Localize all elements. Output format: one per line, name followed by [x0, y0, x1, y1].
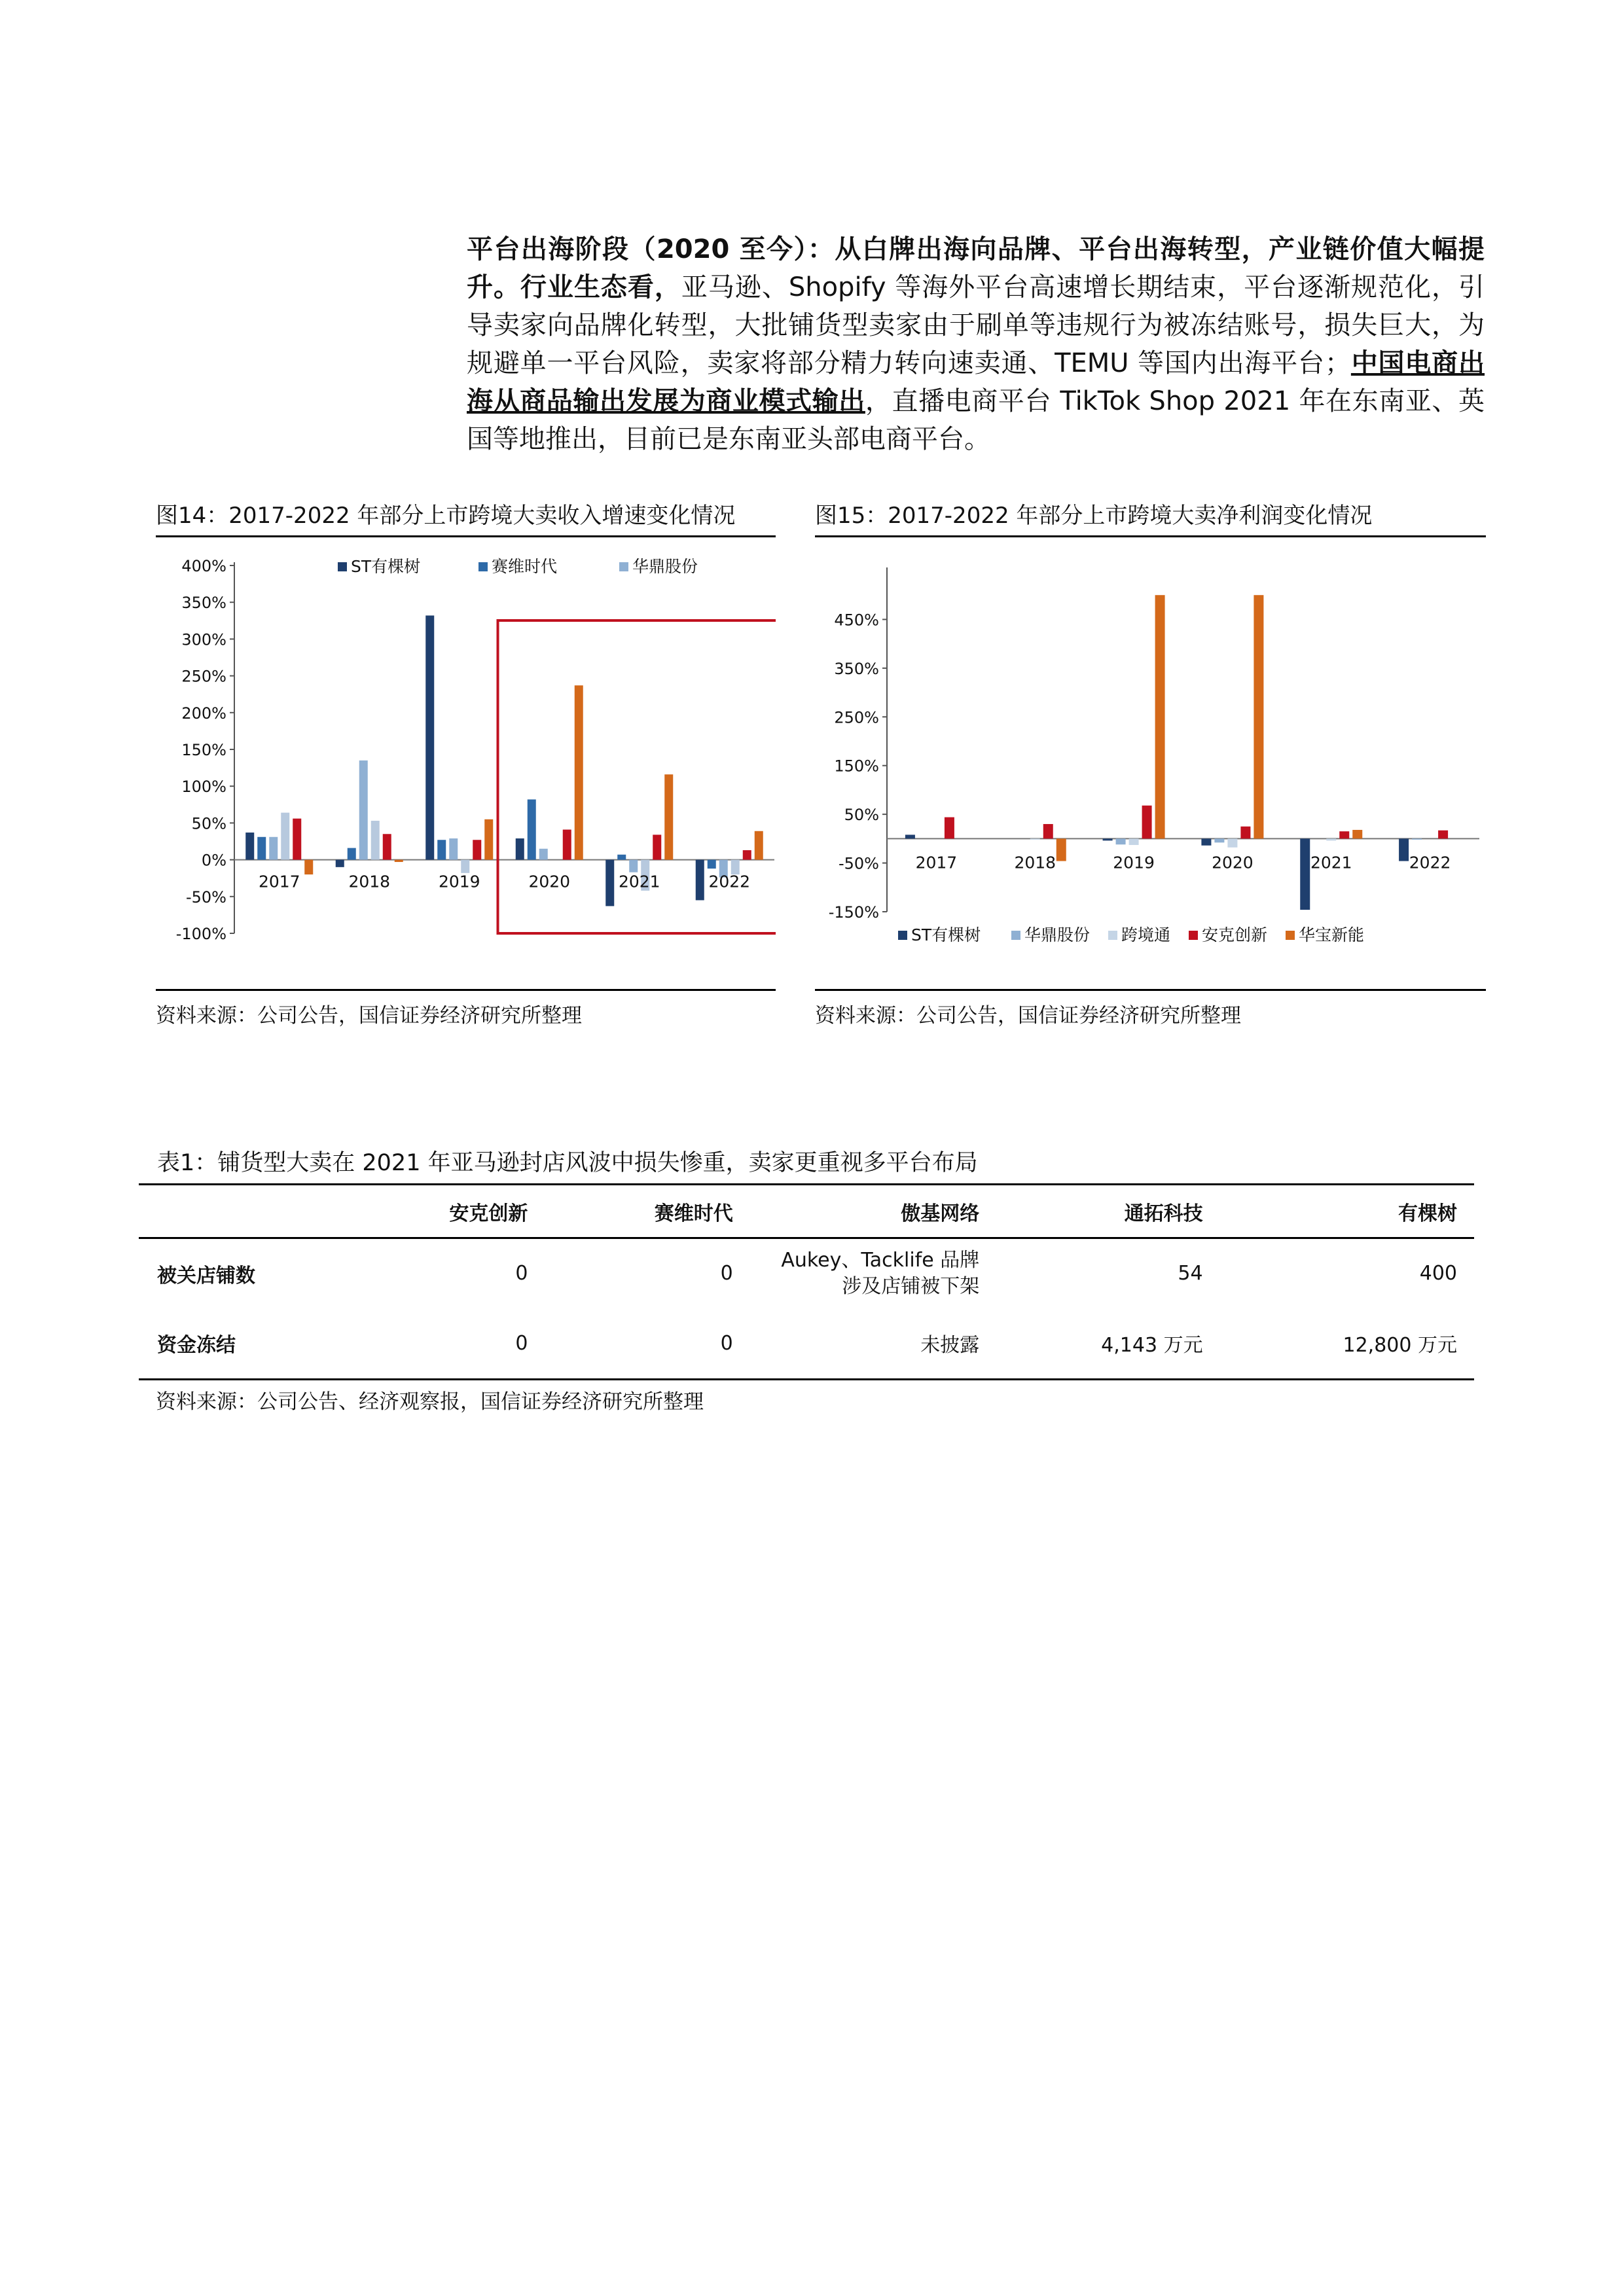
- fig15-title: 图15：2017-2022 年部分上市跨境大卖净利润变化情况: [815, 503, 1373, 529]
- table-cell: [750, 1238, 996, 1308]
- x-tick-label: 2019: [1113, 853, 1155, 872]
- table-row-label: 资金冻结: [157, 1334, 236, 1357]
- legend-swatch: [1189, 931, 1198, 940]
- y-tick-label: 350%: [834, 659, 879, 678]
- fig14-top-rule: [156, 535, 776, 537]
- table-header-cell: 有棵树: [1398, 1202, 1457, 1225]
- table-cell: 未披露: [920, 1334, 980, 1357]
- bar: [336, 860, 344, 867]
- bar: [743, 850, 751, 860]
- y-tick-label: 0%: [201, 851, 226, 870]
- table1: [139, 1186, 1474, 1380]
- table-cell-text: Aukey、Tacklife 品牌 涉及店铺被下架: [781, 1248, 980, 1298]
- bar: [1030, 838, 1040, 839]
- legend-swatch: [338, 562, 347, 571]
- table-header-cell: 通拓科技: [1124, 1202, 1203, 1225]
- bar: [1214, 838, 1224, 842]
- y-tick-label: 50%: [191, 814, 226, 833]
- bar: [539, 849, 548, 860]
- bar: [437, 840, 446, 859]
- bar: [1129, 838, 1139, 845]
- table-cell: 12,800 万元: [1343, 1334, 1457, 1357]
- legend-label: 跨境通: [1121, 925, 1171, 944]
- y-tick-label: 250%: [181, 667, 226, 686]
- para-underline: 中国电商出海从商品输出发展为商业模式输出: [467, 348, 1485, 416]
- table-cell: 0: [720, 1262, 733, 1285]
- y-tick-label: 250%: [834, 708, 879, 727]
- fig15-top-rule: [815, 535, 1486, 537]
- bar: [348, 848, 356, 860]
- y-tick-label: 350%: [181, 594, 226, 613]
- bar: [1056, 838, 1066, 861]
- legend-swatch: [898, 931, 907, 940]
- legend-swatch: [1011, 931, 1020, 940]
- x-tick-label: 2020: [1212, 853, 1254, 872]
- y-tick-label: -50%: [185, 888, 226, 906]
- y-tick-label: 450%: [834, 611, 879, 630]
- y-tick-label: 50%: [844, 806, 879, 825]
- bar: [484, 819, 493, 860]
- y-tick-label: -100%: [175, 925, 226, 943]
- legend-swatch: [1286, 931, 1295, 940]
- x-tick-label: 2022: [1409, 853, 1451, 872]
- legend-label: 华鼎股份: [1024, 925, 1091, 944]
- legend-label: ST有棵树: [911, 925, 981, 944]
- y-tick-label: 150%: [181, 741, 226, 759]
- bar: [473, 840, 481, 859]
- y-tick-label: 400%: [181, 557, 226, 575]
- legend-label: 赛维时代: [492, 557, 558, 576]
- bar: [1254, 595, 1263, 838]
- fig14-bottom-rule: [156, 989, 776, 991]
- fig14-source: 资料来源：公司公告，国信证券经济研究所整理: [156, 1004, 582, 1028]
- x-tick-label: 2020: [528, 872, 571, 891]
- table-header-row: [139, 1186, 1474, 1238]
- table-header-cell: 安克创新: [449, 1202, 528, 1225]
- x-tick-label: 2018: [1014, 853, 1056, 872]
- y-tick-label: 100%: [181, 778, 226, 797]
- fig15-source: 资料来源：公司公告，国信证券经济研究所整理: [815, 1004, 1241, 1028]
- x-tick-label: 2022: [708, 872, 751, 891]
- bar: [383, 834, 391, 859]
- bar: [1339, 831, 1349, 838]
- bar: [629, 860, 638, 872]
- bar: [1438, 831, 1448, 839]
- legend-label: 华宝新能: [1299, 925, 1365, 944]
- bar: [371, 821, 380, 860]
- table-row: [139, 1308, 1474, 1380]
- bar: [1412, 838, 1422, 839]
- x-tick-label: 2017: [915, 853, 958, 872]
- x-tick-label: 2021: [618, 872, 660, 891]
- bar: [696, 860, 704, 901]
- table-header-cell: [139, 1186, 355, 1238]
- table-header-cell: 傲基网络: [901, 1202, 980, 1225]
- bar: [449, 838, 458, 860]
- bar: [304, 860, 313, 874]
- bar: [617, 855, 626, 860]
- bar: [708, 860, 716, 869]
- legend-swatch: [619, 562, 628, 571]
- bar: [461, 860, 469, 873]
- bar: [395, 860, 403, 862]
- x-tick-label: 2021: [1310, 853, 1352, 872]
- fig15-bottom-rule: [815, 989, 1486, 991]
- bar: [755, 831, 763, 860]
- fig14-chart: [156, 541, 776, 979]
- legend-swatch: [1108, 931, 1117, 940]
- table-row-label: 被关店铺数: [157, 1264, 255, 1287]
- bar: [664, 774, 673, 859]
- bar: [563, 830, 571, 860]
- bar: [1227, 838, 1237, 847]
- para-bold-lead: 平台出海阶段（2020 至今）：从白牌出海向品牌、平台出海转型，产业链价值大幅提升。行业生态看，: [467, 234, 1485, 302]
- table-row: [139, 1238, 1474, 1308]
- bar: [245, 833, 254, 860]
- bar: [1155, 595, 1165, 838]
- intro-paragraph: [467, 230, 1485, 458]
- legend-label: 安克创新: [1202, 925, 1268, 944]
- bar: [425, 615, 434, 859]
- x-tick-label: 2017: [258, 872, 300, 891]
- bar: [1142, 806, 1152, 839]
- para-tail: ，直播电商平台 TikTok Shop 2021 年在东南亚、英国等地推出，目前已是东南亚头部电商平台。: [467, 386, 1485, 454]
- bar: [575, 685, 583, 859]
- bar: [653, 834, 661, 859]
- legend-label: 华鼎股份: [632, 557, 698, 576]
- table1-top-rule: [139, 1183, 1474, 1185]
- bar: [1352, 830, 1362, 838]
- bar: [1043, 824, 1053, 838]
- bar: [1399, 838, 1409, 861]
- bar: [281, 813, 289, 860]
- y-tick-label: -150%: [828, 903, 879, 922]
- bar: [269, 837, 278, 860]
- bar: [528, 799, 536, 859]
- table-cell: 0: [515, 1331, 528, 1355]
- bar: [605, 860, 614, 906]
- para-body: 亚马逊、Shopify 等海外平台高速增长期结束，平台逐渐规范化，引导卖家向品牌化转型，大批铺货型卖家由于刷单等违规行为被冻结账号，损失巨大，为规避单一平台风险，卖家将部分精力转向速卖通、TEMU 等国内出海平台；: [467, 272, 1485, 378]
- table1-title: 表1：铺货型大卖在 2021 年亚马逊封店风波中损失惨重，卖家更重视多平台布局: [157, 1150, 978, 1176]
- table1-source: 资料来源：公司公告、经济观察报，国信证券经济研究所整理: [156, 1390, 704, 1414]
- y-tick-label: 200%: [181, 704, 226, 723]
- legend-swatch: [478, 562, 488, 571]
- table-cell: 400: [1419, 1262, 1457, 1285]
- bar: [1300, 838, 1310, 910]
- bar: [516, 838, 524, 860]
- x-tick-label: 2019: [438, 872, 480, 891]
- table-cell: 0: [720, 1331, 733, 1355]
- bar: [1201, 838, 1211, 845]
- bar: [1103, 838, 1113, 840]
- legend-label: ST有棵树: [351, 557, 421, 576]
- bar: [359, 761, 368, 860]
- bar: [1240, 827, 1250, 839]
- bar: [1326, 838, 1336, 840]
- y-tick-label: 300%: [181, 630, 226, 649]
- fig14-title: 图14：2017-2022 年部分上市跨境大卖收入增速变化情况: [156, 503, 736, 529]
- bar: [1116, 838, 1126, 844]
- table-cell: 54: [1178, 1262, 1203, 1285]
- bar: [257, 837, 266, 860]
- y-tick-label: 150%: [834, 757, 879, 776]
- bar: [293, 819, 301, 860]
- fig15-chart: [815, 541, 1486, 979]
- x-tick-label: 2018: [348, 872, 391, 891]
- table-header-cell: 赛维时代: [654, 1202, 733, 1225]
- table-cell: 0: [515, 1262, 528, 1285]
- y-tick-label: -50%: [838, 854, 879, 873]
- bar: [945, 817, 954, 839]
- table-cell: 4,143 万元: [1101, 1334, 1203, 1357]
- bar: [905, 834, 915, 838]
